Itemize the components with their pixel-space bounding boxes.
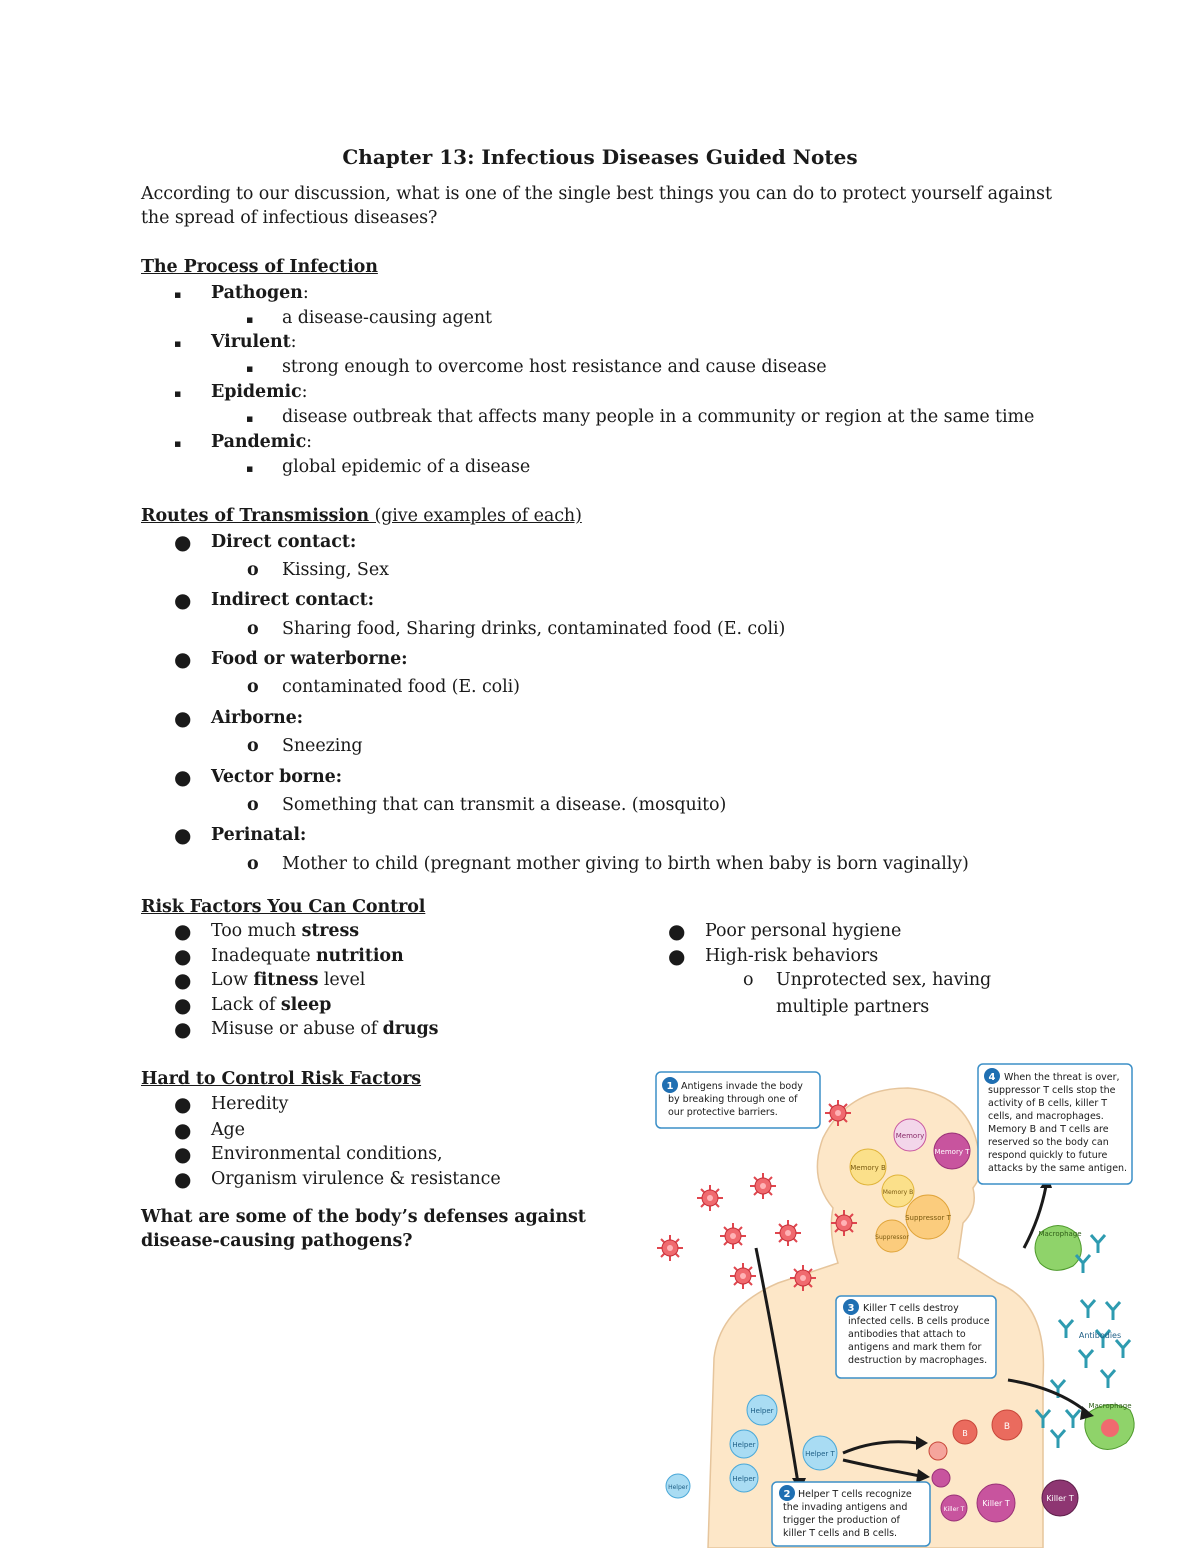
- risk-stress: Too much stress: [211, 921, 359, 941]
- small-b-cell: [929, 1442, 947, 1460]
- svg-text:Suppressor T: Suppressor T: [905, 1214, 951, 1222]
- defenses-question-line-2: disease-causing pathogens?: [141, 1231, 413, 1251]
- round-bullet-icon: ●: [174, 530, 192, 554]
- step-1-callout: [656, 1072, 820, 1128]
- list-item: [174, 432, 181, 452]
- square-bullet-icon: ▪: [246, 313, 254, 326]
- o-bullet-icon: o: [247, 619, 259, 639]
- round-bullet-icon: ●: [668, 944, 686, 968]
- definition-pathogen: a disease-causing agent: [282, 308, 492, 328]
- round-bullet-icon: ●: [174, 1017, 192, 1041]
- route-airborne: Airborne:: [211, 708, 303, 728]
- svg-text:Memory B: Memory B: [882, 1189, 914, 1196]
- list-item: [174, 588, 191, 612]
- memory-t-cell: [934, 1133, 970, 1169]
- macrophage-top: [1035, 1226, 1082, 1271]
- route-vector-example: Something that can transmit a disease. (mosquito): [282, 795, 727, 815]
- route-airborne-example: Sneezing: [282, 736, 363, 756]
- hard-heading: Hard to Control Risk Factors: [141, 1069, 422, 1089]
- list-item: [174, 993, 191, 1017]
- list-item: [246, 407, 253, 427]
- memory-cell: [894, 1119, 926, 1151]
- list-item: [174, 919, 191, 943]
- antibodies-label: Antibodies: [1078, 1331, 1122, 1340]
- small-killer-cell: [932, 1469, 950, 1487]
- o-bullet-icon: o: [247, 677, 259, 697]
- square-bullet-icon: ▪: [174, 387, 182, 400]
- list-item: [174, 823, 191, 847]
- svg-text:Memory B and T cells are: Memory B and T cells are: [988, 1124, 1109, 1135]
- route-perinatal-example: Mother to child (pregnant mother giving to birth when baby is born vaginally): [282, 854, 969, 874]
- svg-text:the invading antigens and: the invading antigens and: [783, 1502, 908, 1513]
- svg-text:Memory: Memory: [895, 1132, 925, 1140]
- route-indirect-example: Sharing food, Sharing drinks, contaminated food (E. coli): [282, 619, 786, 639]
- square-bullet-icon: ▪: [246, 462, 254, 475]
- svg-text:Antigens invade the body: Antigens invade the body: [681, 1081, 803, 1092]
- svg-text:4: 4: [988, 1072, 996, 1083]
- square-bullet-icon: ▪: [174, 337, 182, 350]
- list-item: [174, 1017, 191, 1041]
- list-item: [174, 944, 191, 968]
- svg-text:trigger the production of: trigger the production of: [783, 1515, 900, 1526]
- macrophage-bottom: [1085, 1402, 1134, 1450]
- svg-text:Helper: Helper: [668, 1484, 688, 1491]
- definition-epidemic: disease outbreak that affects many people in a community or region at the same time: [282, 407, 1035, 427]
- square-bullet-icon: ▪: [246, 362, 254, 375]
- svg-text:respond quickly to future: respond quickly to future: [988, 1150, 1108, 1161]
- list-item: [174, 1142, 191, 1166]
- killer-t-cell-right: [1042, 1480, 1078, 1516]
- risk-drugs: Misuse or abuse of drugs: [211, 1019, 439, 1039]
- svg-text:Helper: Helper: [732, 1441, 756, 1449]
- round-bullet-icon: ●: [174, 588, 192, 612]
- svg-text:Helper: Helper: [750, 1407, 774, 1415]
- svg-text:1: 1: [666, 1081, 674, 1092]
- memory-b-cell-2: [882, 1175, 914, 1207]
- page-title: Chapter 13: Infectious Diseases Guided Notes: [342, 145, 858, 169]
- svg-text:suppressor T cells stop the: suppressor T cells stop the: [988, 1085, 1116, 1096]
- risk-high-risk-behaviors: High-risk behaviors: [705, 946, 879, 966]
- defenses-question-line-1: What are some of the body’s defenses against: [141, 1207, 586, 1227]
- term-pathogen: Pathogen:: [211, 283, 309, 303]
- definition-pandemic: global epidemic of a disease: [282, 457, 531, 477]
- o-bullet-icon: o: [247, 560, 259, 580]
- svg-text:Memory B: Memory B: [850, 1164, 886, 1172]
- svg-text:destruction by macrophages.: destruction by macrophages.: [848, 1355, 988, 1366]
- route-direct-contact: Direct contact:: [211, 532, 357, 552]
- svg-text:Macrophage: Macrophage: [1038, 1230, 1082, 1238]
- svg-text:our protective barriers.: our protective barriers.: [668, 1107, 778, 1118]
- svg-text:3: 3: [847, 1303, 855, 1314]
- route-direct-example: Kissing, Sex: [282, 560, 389, 580]
- intro-question-line-2: the spread of infectious diseases?: [141, 208, 438, 228]
- round-bullet-icon: ●: [174, 765, 192, 789]
- o-bullet-icon: o: [247, 854, 259, 874]
- list-item: [174, 1167, 191, 1191]
- list-item: [174, 968, 191, 992]
- round-bullet-icon: ●: [174, 919, 192, 943]
- list-item: [174, 765, 191, 789]
- step-3-callout: [836, 1296, 996, 1378]
- round-bullet-icon: ●: [174, 1142, 192, 1166]
- list-item: [174, 706, 191, 730]
- controllable-heading: Risk Factors You Can Control: [141, 897, 426, 917]
- list-item: [174, 647, 191, 671]
- round-bullet-icon: ●: [174, 993, 192, 1017]
- svg-text:infected cells. B cells produc: infected cells. B cells produce: [848, 1316, 990, 1327]
- round-bullet-icon: ●: [174, 1167, 192, 1191]
- step-4-callout: [978, 1064, 1132, 1184]
- svg-text:B: B: [1003, 1422, 1011, 1432]
- process-heading: The Process of Infection: [141, 257, 378, 277]
- list-item: [174, 283, 181, 303]
- square-bullet-icon: ▪: [174, 288, 182, 301]
- hard-organism: Organism virulence & resistance: [211, 1169, 501, 1189]
- term-pandemic: Pandemic:: [211, 432, 312, 452]
- round-bullet-icon: ●: [174, 1092, 192, 1116]
- svg-text:B: B: [962, 1429, 968, 1438]
- svg-text:attacks by the same antigen.: attacks by the same antigen.: [988, 1163, 1128, 1174]
- risk-hygiene: Poor personal hygiene: [705, 921, 902, 941]
- list-item: [668, 919, 685, 943]
- b-cell-small: [953, 1420, 977, 1444]
- svg-text:antigens and mark them for: antigens and mark them for: [848, 1342, 982, 1353]
- round-bullet-icon: ●: [668, 919, 686, 943]
- svg-text:Killer T: Killer T: [1046, 1494, 1074, 1503]
- step-2-callout: [772, 1482, 930, 1546]
- memory-b-cell: [850, 1149, 886, 1185]
- round-bullet-icon: ●: [174, 944, 192, 968]
- intro-question-line-1: According to our discussion, what is one of the single best things you can do to protect yourself against: [141, 184, 1052, 204]
- helper-t-cell: [803, 1436, 837, 1470]
- svg-text:cells, and macrophages.: cells, and macrophages.: [988, 1111, 1104, 1122]
- svg-text:Killer T cells destroy: Killer T cells destroy: [863, 1303, 959, 1314]
- o-bullet-icon: o: [247, 795, 259, 815]
- routes-heading: Routes of Transmission (give examples of each): [141, 506, 582, 526]
- list-item: [174, 530, 191, 554]
- list-item: [668, 944, 685, 968]
- route-food-example: contaminated food (E. coli): [282, 677, 520, 697]
- square-bullet-icon: ▪: [174, 437, 182, 450]
- svg-text:Killer T: Killer T: [982, 1499, 1010, 1508]
- route-vector-borne: Vector borne:: [211, 767, 342, 787]
- route-indirect-contact: Indirect contact:: [211, 590, 374, 610]
- o-bullet-icon: o: [743, 970, 754, 990]
- risk-sleep: Lack of sleep: [211, 995, 332, 1015]
- helper-cell: [730, 1430, 758, 1458]
- round-bullet-icon: ●: [174, 647, 192, 671]
- route-food-waterborne: Food or waterborne:: [211, 649, 408, 669]
- svg-text:Helper: Helper: [732, 1475, 756, 1483]
- route-perinatal: Perinatal:: [211, 825, 307, 845]
- risk-nutrition: Inadequate nutrition: [211, 946, 404, 966]
- round-bullet-icon: ●: [174, 706, 192, 730]
- svg-text:Helper T: Helper T: [805, 1450, 835, 1458]
- term-epidemic: Epidemic:: [211, 382, 308, 402]
- helper-cell: [747, 1395, 777, 1425]
- immune-response-figure: [648, 1058, 1144, 1548]
- svg-text:antibodies that attach to: antibodies that attach to: [848, 1329, 966, 1340]
- round-bullet-icon: ●: [174, 968, 192, 992]
- round-bullet-icon: ●: [174, 823, 192, 847]
- list-item: [174, 382, 181, 402]
- svg-text:Suppressor: Suppressor: [875, 1234, 909, 1241]
- square-bullet-icon: ▪: [246, 412, 254, 425]
- o-bullet-icon: o: [247, 736, 259, 756]
- list-item: [246, 357, 253, 377]
- hard-age: Age: [211, 1120, 245, 1140]
- killer-t-cell: [977, 1484, 1015, 1522]
- risk-sub-line-2: multiple partners: [776, 997, 930, 1017]
- risk-sub-line-1: Unprotected sex, having: [776, 970, 992, 990]
- list-item: [246, 457, 253, 477]
- round-bullet-icon: ●: [174, 1118, 192, 1142]
- hard-heredity: Heredity: [211, 1094, 289, 1114]
- killer-t-cell-small: [941, 1495, 967, 1521]
- list-item: [174, 1092, 191, 1116]
- list-item: [174, 1118, 191, 1142]
- svg-text:Memory T: Memory T: [934, 1148, 970, 1156]
- svg-text:reserved so the body can: reserved so the body can: [988, 1137, 1109, 1148]
- term-virulent: Virulent:: [211, 332, 297, 352]
- definition-virulent: strong enough to overcome host resistance and cause disease: [282, 357, 827, 377]
- hard-environment: Environmental conditions,: [211, 1144, 443, 1164]
- svg-text:2: 2: [783, 1489, 791, 1500]
- risk-fitness: Low fitness level: [211, 970, 366, 990]
- list-item: [174, 332, 181, 352]
- svg-text:activity of B cells, killer T: activity of B cells, killer T: [988, 1098, 1108, 1109]
- svg-text:Helper T cells recognize: Helper T cells recognize: [798, 1489, 912, 1500]
- svg-text:Killer T: Killer T: [943, 1506, 965, 1513]
- helper-cell: [730, 1464, 758, 1492]
- svg-text:Macrophage: Macrophage: [1088, 1402, 1132, 1410]
- list-item: [246, 308, 253, 328]
- svg-text:When the threat is over,: When the threat is over,: [1004, 1072, 1120, 1083]
- svg-text:by breaking through one of: by breaking through one of: [668, 1094, 798, 1105]
- svg-text:killer T cells and B cells.: killer T cells and B cells.: [783, 1528, 898, 1539]
- helper-cell: [666, 1474, 690, 1498]
- b-cell: [992, 1410, 1022, 1440]
